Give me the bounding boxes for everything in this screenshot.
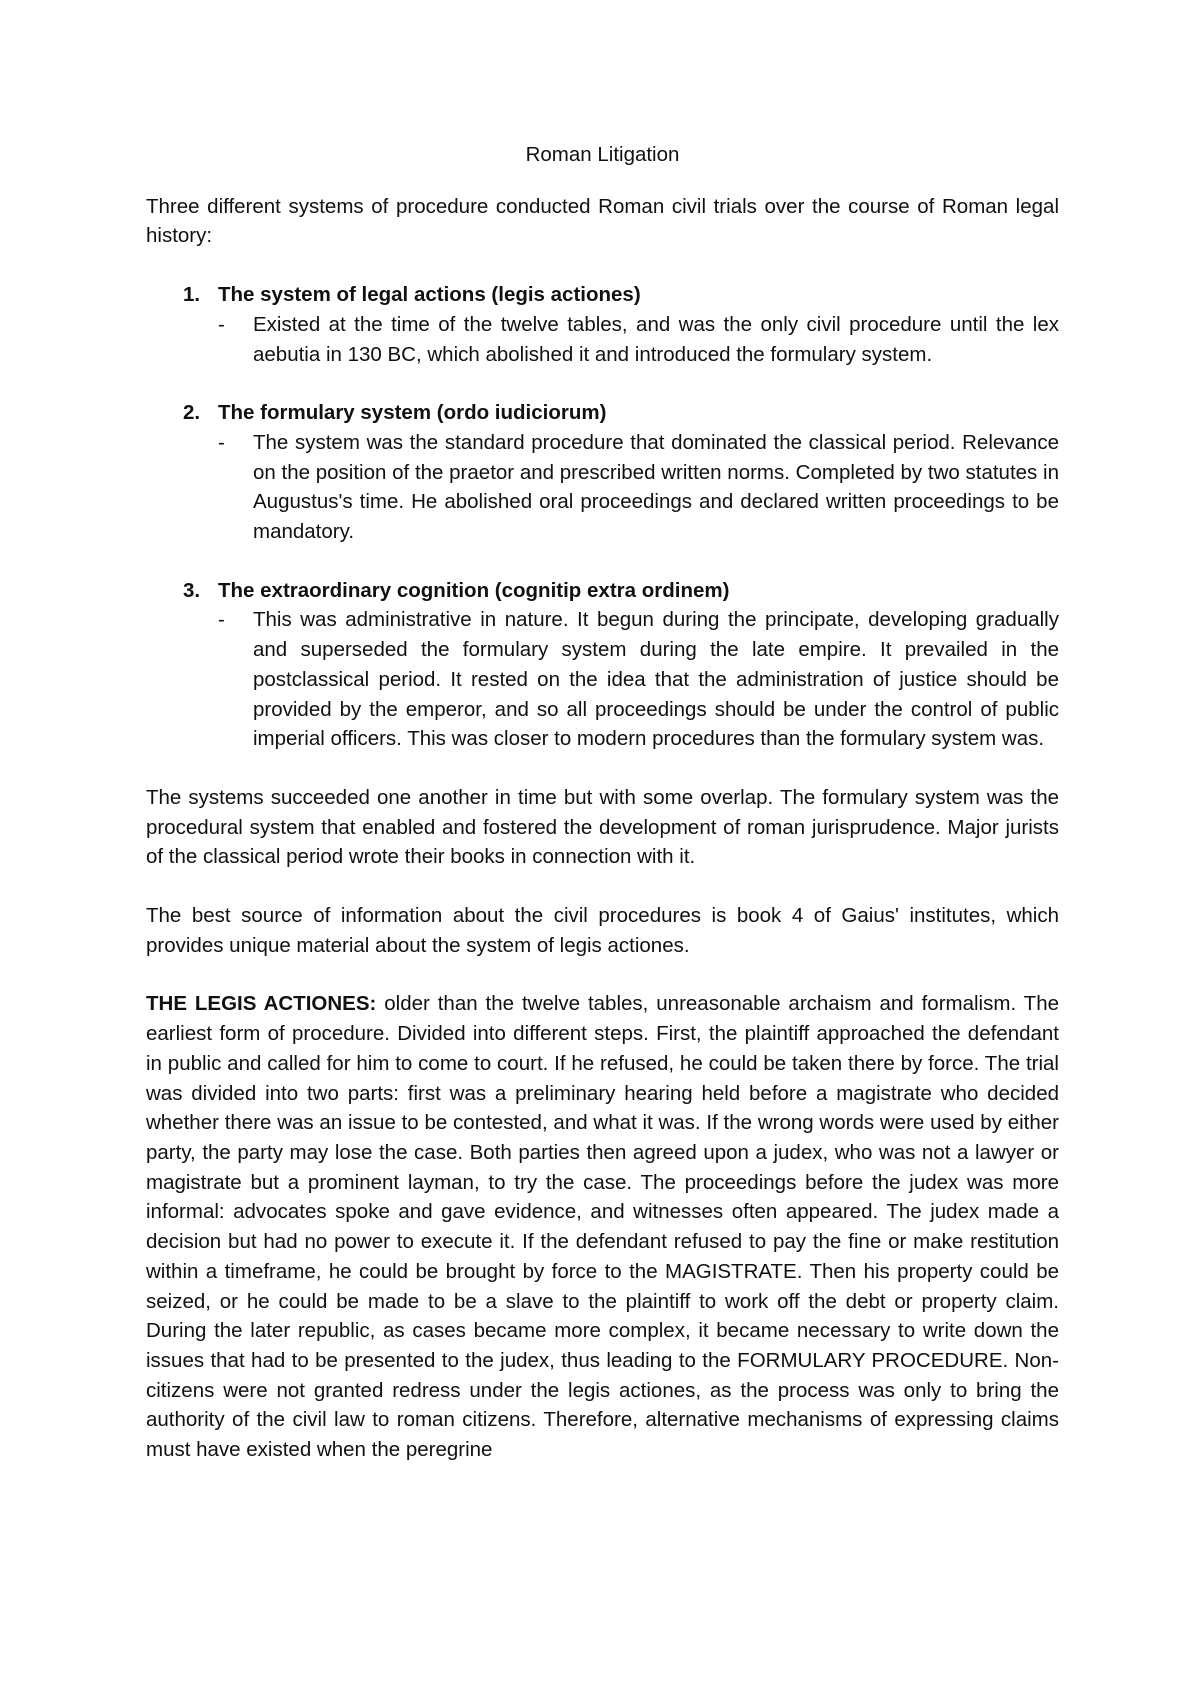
legis-actiones-heading: THE LEGIS ACTIONES: [146,992,377,1016]
dash-bullet: - [218,430,225,454]
system-heading [146,280,1059,310]
list-item [146,398,1059,547]
system-description-text: Existed at the time of the twelve tables, and was the only civil procedure until the lex aebutia in 130 BC, which abolished it and introduced the formulary system. [253,312,1059,366]
system-heading-text: The formulary system (ordo iudiciorum) [218,401,607,425]
source-paragraph: The best source of information about the civil procedures is book 4 of Gaius' institutes, which provides unique material about the system of legis actiones. [146,904,1059,957]
intro-paragraph: Three different systems of procedure conducted Roman civil trials over the course of Roman legal history: [146,194,1059,248]
legis-actiones-body: older than the twelve tables, unreasonable archaism and formalism. The earliest form of procedure. Divided into different steps. First, the plaintiff approached the defendant in public and called for him to come to court. If he refused, he could be taken there by force. The trial was divided into two parts: first was a preliminary hearing held before a magistrate who decided whether there was an issue to be contested, and what it was. If the wrong words were used by either party, the party may lose the case. Both parties then agreed upon a judex, who was not a lawyer or magistrate but a prominent layman, to try the case. The proceedings before the judex was more informal: advocates spoke and gave evidence, and witnesses often appeared. The judex made a decision but had no power to execute it. If the defendant refused to pay the fine or make restitution within a timeframe, he could be brought by force to the MAGISTRATE. Then his property could be seized, or he could be made to be a slave to the plaintiff to work off the debt or property claim. During the later republic, as cases became more complex, it became necessary to write down the issues that had to be presented to the judex, thus leading to the FORMULARY PROCEDURE. Non-citizens were not granted redress under the legis actiones, as the process was only to bring the authority of the civil law to roman citizens. Therefore, alternative mechanisms of expressing claims must have existed when the peregrine [146,992,1059,1462]
legis-actiones-paragraph [146,989,1059,1464]
dash-bullet: - [218,312,225,336]
system-description [146,310,1059,369]
system-heading [146,398,1059,428]
system-heading-text: The extraordinary cognition (cognitip extra ordinem) [218,578,730,602]
overlap-paragraph: The systems succeeded one another in time but with some overlap. The formulary system was the procedural system that enabled and fostered the development of roman jurisprudence. Major jurists of the classical period wrote their books in connection with it. [146,785,1059,869]
system-description-text: This was administrative in nature. It begun during the principate, developing gradually and superseded the formulary system during the late empire. It prevailed in the postclassical period. It rested on the idea that the administration of justice should be provided by the emperor, and so all proceedings should be under the control of public imperial officers. This was closer to modern procedures than the formulary system was. [253,608,1059,751]
list-number: 2. [183,401,201,425]
list-number: 1. [183,283,201,307]
system-description-text: The system was the standard procedure that dominated the classical period. Relevance on the position of the praetor and prescribed written norms. Completed by two statutes in Augustus's time. He abolished oral proceedings and declared written proceedings to be mandatory. [253,430,1059,544]
system-heading-text: The system of legal actions (legis actiones) [218,283,641,307]
document-title: Roman Litigation [525,143,680,166]
document-page [146,140,1059,1494]
system-heading [146,576,1059,606]
list-item [146,576,1059,754]
list-item [146,280,1059,369]
system-description [146,428,1059,547]
list-number: 3. [183,578,201,602]
system-description [146,605,1059,754]
dash-bullet: - [218,608,225,632]
procedure-systems-list [146,280,1059,754]
